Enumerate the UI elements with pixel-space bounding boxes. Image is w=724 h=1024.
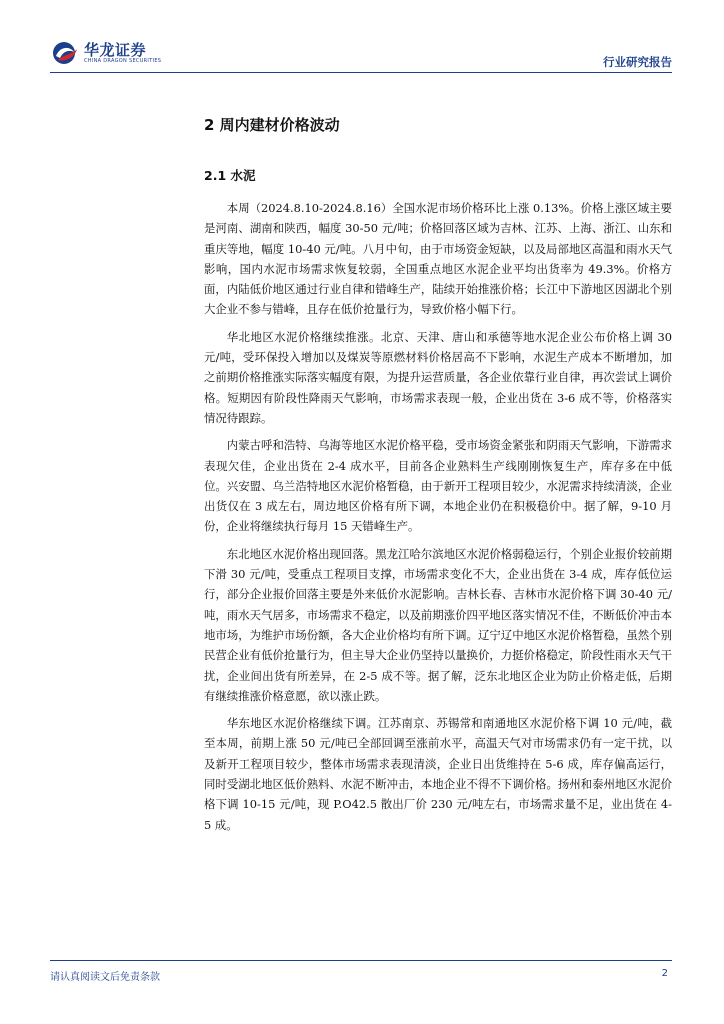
company-logo bbox=[50, 40, 161, 66]
dragon-logo-icon bbox=[50, 40, 80, 66]
footer-divider bbox=[50, 960, 672, 961]
paragraph-north-china: 华北地区水泥价格继续推涨。北京、天津、唐山和承德等地水泥企业公布价格上调 30 元/吨，受环保投入增加以及煤炭等原燃材料价格居高不下影响，水泥生产成本不断增加，加之前期价格推涨实际落实幅度有限，为提升运营质量，各企业依靠行业自律，再次尝试上调价格。短期因有阶段性降雨天气影响，市场需求表现一般，企业出货在 3-6 成不等，价格落实情况待跟踪。 bbox=[204, 329, 672, 425]
header-divider bbox=[50, 72, 672, 73]
disclaimer-note: 请认真阅读文后免责条款 bbox=[50, 972, 160, 983]
paragraph-east-china: 华东地区水泥价格继续下调。江苏南京、苏锡常和南通地区水泥价格下调 10 元/吨，截至本周，前期上涨 50 元/吨已全部回调至涨前水平，高温天气对市场需求仍有一定干扰，以及新开工程项目较少，整体市场需求表现清淡，企业日出货维持在 5-6 成，库存偏高运行，同时受湖北地区低价熟料、水泥不断冲击，本地企业不得不下调价格。扬州和泰州地区水泥价格下调 10-15 元/吨，现 P.O42.5 散出厂价 230 元/吨左右，市场需求量不足，业出货在 4-5 成。 bbox=[204, 716, 672, 832]
logo-english-name: CHINA DRAGON SECURITIES bbox=[84, 58, 162, 64]
subsection-title: 2.1 水泥 bbox=[204, 168, 256, 183]
report-type-label: 行业研究报告 bbox=[603, 55, 672, 69]
paragraph-national-overview: 本周（2024.8.10-2024.8.16）全国水泥市场价格环比上涨 0.13%。价格上涨区域主要是河南、湖南和陕西，幅度 30-50 元/吨；价格回落区域为吉林、江苏、上海、浙江、山东和重庆等地，幅度 10-40 元/吨。八月中旬，由于市场资金短缺，以及局部地区高温和雨水天气影响，国内水泥市场需求恢复较弱，全国重点地区水泥企业平均出货率为 49.3%。价格方面，内陆低价地区通过行业自律和错峰生产，陆续开始推涨价格；长江中下游地区因湖北个别大企业不参与错峰，且存在低价抢量行为，导致价格小幅下行。 bbox=[204, 201, 672, 317]
page-footer bbox=[50, 960, 672, 984]
paragraph-inner-mongolia: 内蒙古呼和浩特、乌海等地区水泥价格平稳，受市场资金紧张和阴雨天气影响，下游需求表现欠佳，企业出货在 2-4 成水平，目前各企业熟料生产线刚刚恢复生产，库存多在中低位。兴安盟、乌兰浩特地区水泥价格暂稳，由于新开工程项目较少，水泥需求持续清淡，企业出货仅在 3 成左右，周边地区价格有所下调，本地企业仍在积极稳价中。据了解，9-10 月份，企业将继续执行每月 15 天错峰生产。 bbox=[204, 438, 672, 534]
page-number: 2 bbox=[661, 968, 668, 979]
page-header bbox=[0, 0, 724, 80]
main-content bbox=[204, 108, 672, 835]
paragraph-northeast: 东北地区水泥价格出现回落。黑龙江哈尔滨地区水泥价格弱稳运行，个别企业报价较前期下滑 30 元/吨，受重点工程项目支撑，市场需求变化不大，企业出货在 3-4 成，库存低位运行，部分企业报价回落主要是外来低价水泥影响。吉林长春、吉林市水泥价格下调 30-40 元/吨，雨水天气居多，市场需求不稳定，以及前期涨价四平地区落实情况不佳，不断低价冲击本地市场，为维护市场份额，各大企业价格均有所下调。辽宁辽中地区水泥价格暂稳，虽然个别民营企业有低价抢量行为，但主导大企业仍坚持以量换价，力挺价格稳定，阶段性雨水天气干扰，企业间出货有所差异，在 2-5 成不等。据了解，泛东北地区企业为防止价格走低，后期有继续推涨价格意愿，欲以涨止跌。 bbox=[204, 546, 672, 703]
section-title: 2 周内建材价格波动 bbox=[204, 116, 340, 134]
logo-chinese-name: 华龙证券 bbox=[84, 41, 147, 59]
